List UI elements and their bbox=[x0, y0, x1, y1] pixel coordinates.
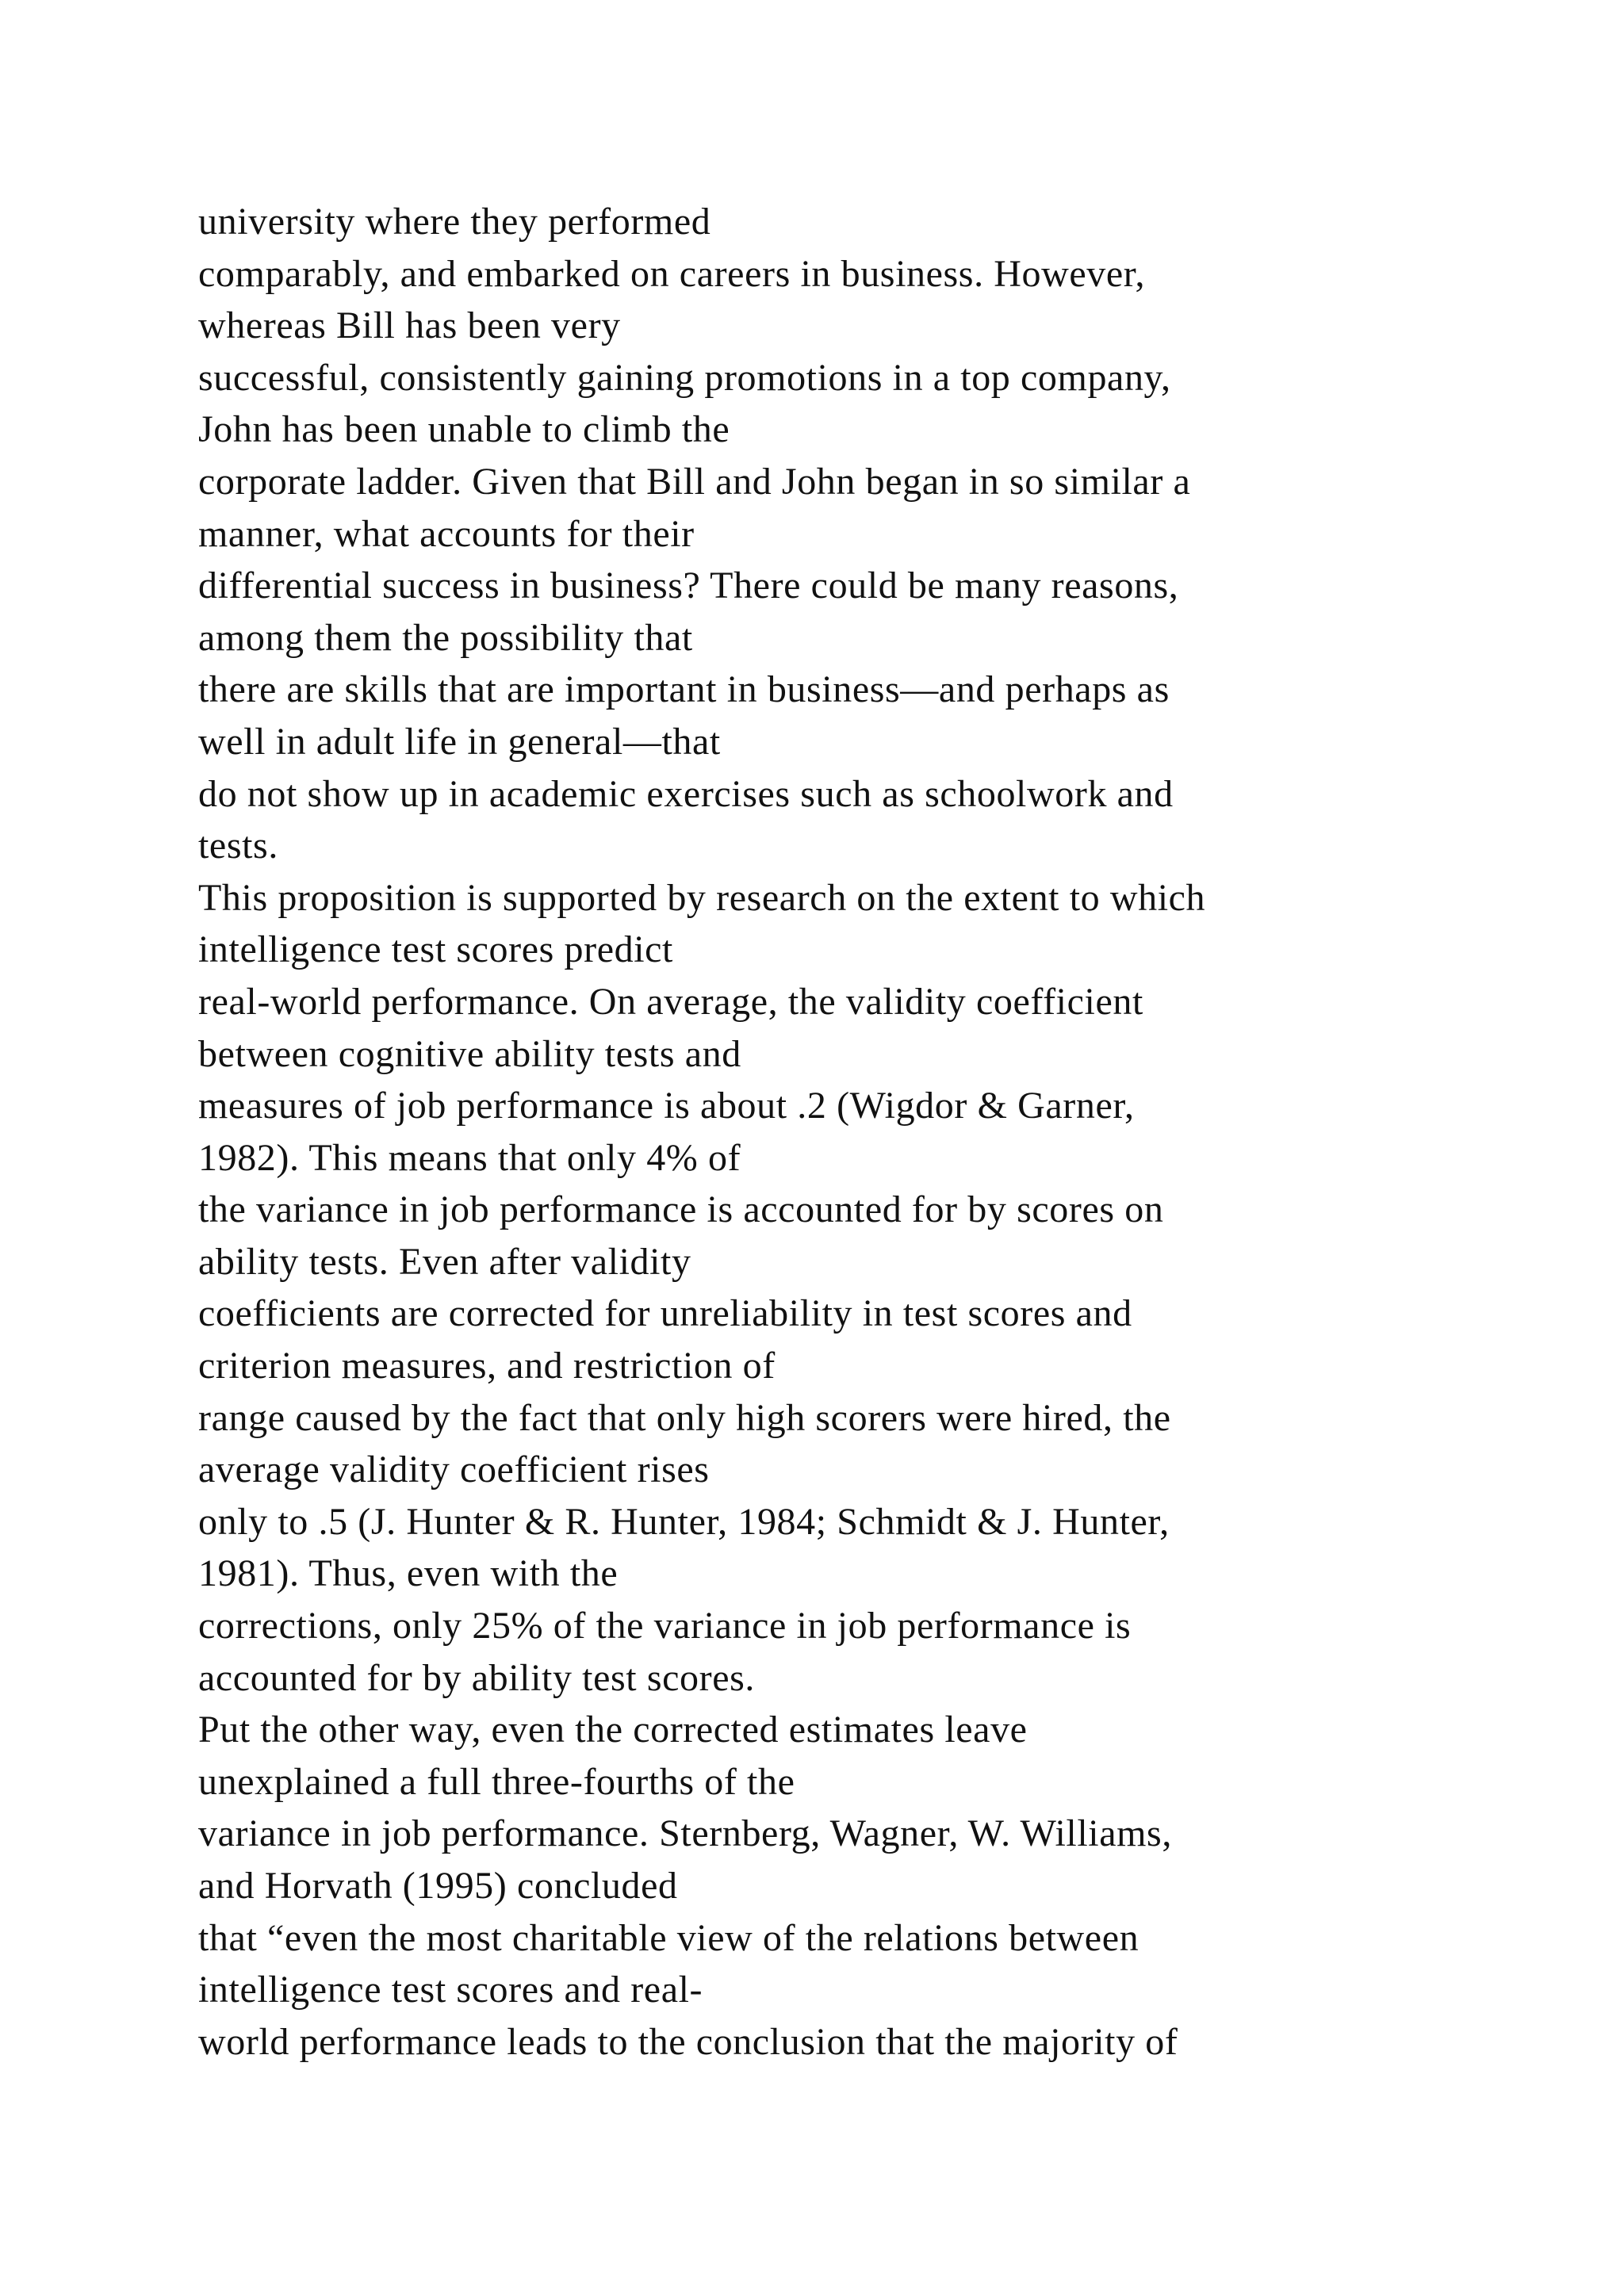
text-line: corrections, only 25% of the variance in job performance is bbox=[198, 1605, 1132, 1647]
text-line: intelligence test scores predict bbox=[198, 928, 673, 971]
text-line: real-world performance. On average, the validity coefficient bbox=[198, 980, 1143, 1023]
text-line: Put the other way, even the corrected estimates leave bbox=[198, 1709, 1028, 1751]
text-line: there are skills that are important in business—and perhaps as bbox=[198, 668, 1170, 711]
text-line: ability tests. Even after validity bbox=[198, 1240, 691, 1283]
text-line: manner, what accounts for their bbox=[198, 512, 695, 555]
text-line: world performance leads to the conclusion that the majority of bbox=[198, 2020, 1178, 2063]
text-line: criterion measures, and restriction of bbox=[198, 1345, 776, 1387]
text-line: measures of job performance is about .2 (Wigdor & Garner, bbox=[198, 1085, 1135, 1127]
text-line: differential success in business? There could be many reasons, bbox=[198, 564, 1179, 607]
body-text bbox=[198, 196, 1546, 2068]
text-line: successful, consistently gaining promotions in a top company, bbox=[198, 356, 1171, 399]
text-line: only to .5 (J. Hunter & R. Hunter, 1984; Schmidt & J. Hunter, bbox=[198, 1500, 1170, 1543]
text-line: between cognitive ability tests and bbox=[198, 1032, 741, 1075]
text-line: whereas Bill has been very bbox=[198, 304, 621, 347]
text-line: range caused by the fact that only high scorers were hired, the bbox=[198, 1396, 1171, 1439]
text-line: accounted for by ability test scores. bbox=[198, 1656, 755, 1699]
text-line: the variance in job performance is accounted for by scores on bbox=[198, 1188, 1164, 1231]
text-line: comparably, and embarked on careers in business. However, bbox=[198, 252, 1146, 295]
text-line: unexplained a full three-fourths of the bbox=[198, 1760, 795, 1803]
text-line: This proposition is supported by research on the extent to which bbox=[198, 876, 1206, 919]
text-line: well in adult life in general—that bbox=[198, 720, 721, 763]
text-line: do not show up in academic exercises such as schoolwork and bbox=[198, 772, 1174, 815]
text-line: corporate ladder. Given that Bill and John began in so similar a bbox=[198, 460, 1191, 503]
text-line: university where they performed bbox=[198, 201, 711, 243]
text-line: John has been unable to climb the bbox=[198, 408, 730, 451]
text-line: tests. bbox=[198, 825, 278, 867]
text-line: and Horvath (1995) concluded bbox=[198, 1865, 678, 1907]
text-line: that “even the most charitable view of the relations between bbox=[198, 1916, 1139, 1959]
text-line: among them the possibility that bbox=[198, 616, 693, 659]
text-line: 1982). This means that only 4% of bbox=[198, 1136, 741, 1179]
text-line: variance in job performance. Sternberg, Wagner, W. Williams, bbox=[198, 1812, 1172, 1855]
text-line: average validity coefficient rises bbox=[198, 1448, 710, 1491]
text-line: coefficients are corrected for unreliability in test scores and bbox=[198, 1292, 1132, 1335]
text-line: 1981). Thus, even with the bbox=[198, 1552, 619, 1595]
text-line: intelligence test scores and real- bbox=[198, 1969, 703, 2011]
